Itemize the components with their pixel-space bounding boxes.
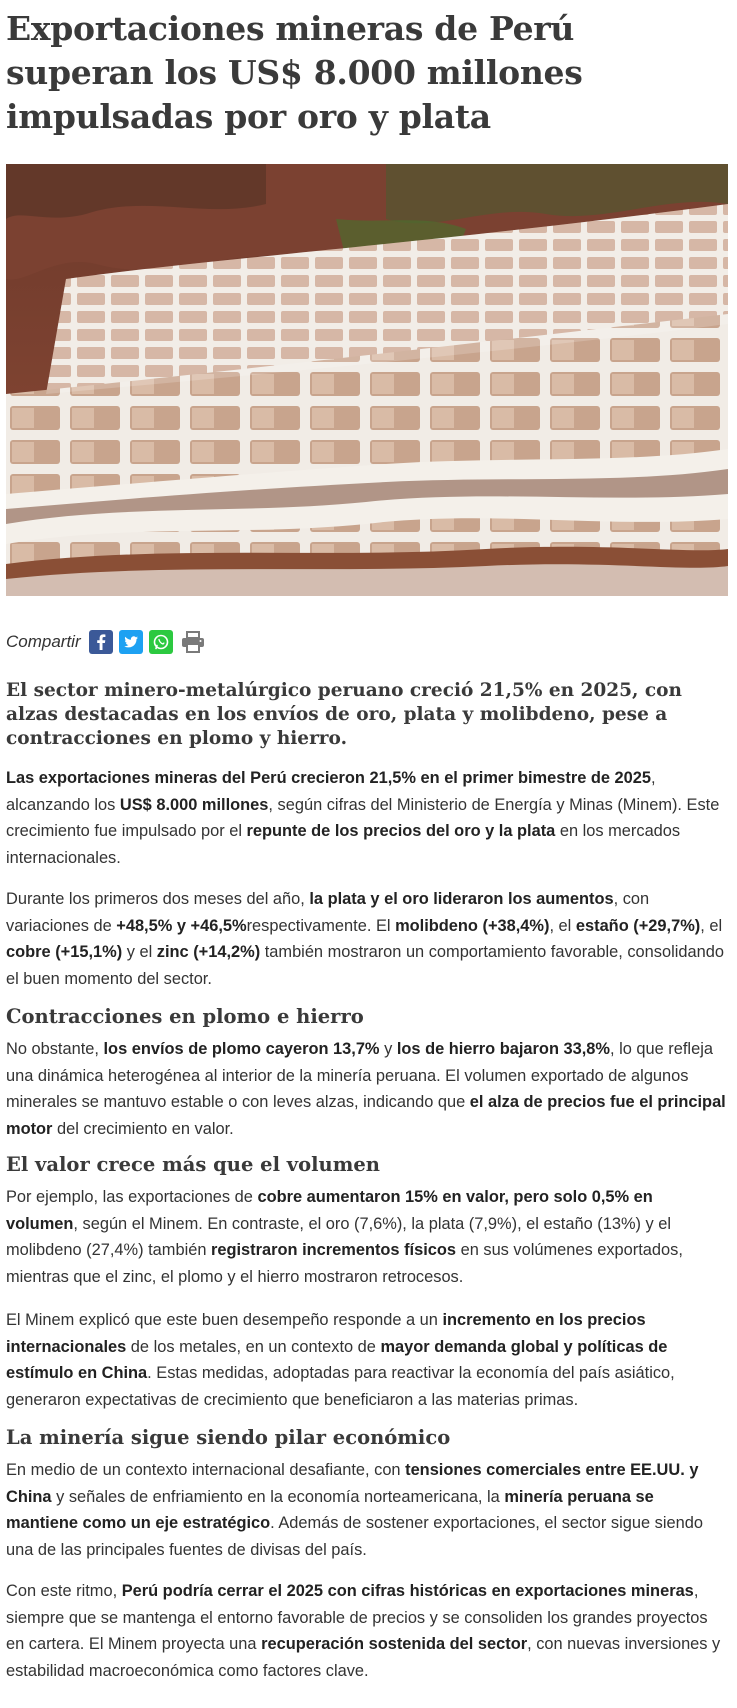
paragraph: Durante los primeros dos meses del año, la plata y el oro lideraron los aumentos, con variaciones de +48,5% y +46,5%respectivamente. El molibdeno (+38,4%), el estaño (+29,7%), el cobre (+15,1%) y el zinc (+14,2%) también mostraron un comportamiento favorable, consolidando el buen momento del sector. bbox=[6, 890, 724, 988]
hero-image bbox=[6, 164, 728, 596]
share-label: Compartir bbox=[6, 632, 81, 651]
section-heading: La minería sigue siendo pilar económico bbox=[6, 1426, 451, 1449]
paragraph: Con este ritmo, Perú podría cerrar el 2025 con cifras históricas en exportaciones mineras, siempre que se mantenga el entorno favorable de precios y se consoliden los grandes proyectos en cartera. El Minem proyecta una recuperación sostenida del sector, con nuevas inversiones y estabilidad macroeconómica como factores clave. bbox=[6, 1582, 721, 1680]
paragraph: Las exportaciones mineras del Perú crecieron 21,5% en el primer bimestre de 2025, alcanzando los US$ 8.000 millones, según cifras del Ministerio de Energía y Minas (Minem). Este crecimiento fue impulsado por el repunte de los precios del oro y la plata en los mercados internacionales. bbox=[6, 769, 720, 867]
share-bar bbox=[6, 628, 728, 656]
article bbox=[6, 0, 728, 1684]
paragraph: No obstante, los envíos de plomo cayeron 13,7% y los de hierro bajaron 33,8%, lo que refleja una dinámica heterogénea al interior de la minería peruana. El volumen exportado de algunos minerales se mantuvo estable o con leves alzas, indicando que el alza de precios fue el principal motor del crecimiento en valor. bbox=[6, 1040, 726, 1138]
paragraph: Por ejemplo, las exportaciones de cobre aumentaron 15% en valor, pero solo 0,5% en volumen, según el Minem. En contraste, el oro (7,6%), la plata (7,9%), el estaño (13%) y el molibdeno (27,4%) también registraron incrementos físicos en sus volúmenes exportados, mientras que el zinc, el plomo y el hierro mostraron retrocesos. bbox=[6, 1188, 683, 1286]
article-lead: El sector minero-metalúrgico peruano creció 21,5% en 2025, con alzas destacadas en los envíos de oro, plata y molibdeno, pese a contracciones en plomo y hierro. bbox=[6, 680, 682, 749]
whatsapp-icon[interactable] bbox=[149, 630, 173, 654]
facebook-icon[interactable] bbox=[89, 630, 113, 654]
section-heading: Contracciones en plomo e hierro bbox=[6, 1005, 364, 1028]
section-heading: El valor crece más que el volumen bbox=[6, 1153, 380, 1176]
print-icon[interactable] bbox=[179, 630, 207, 654]
article-title: Exportaciones mineras de Perú superan los US$ 8.000 millones impulsadas por oro y plata bbox=[6, 9, 583, 136]
twitter-icon[interactable] bbox=[119, 630, 143, 654]
paragraph: El Minem explicó que este buen desempeño responde a un incremento en los precios internacionales de los metales, en un contexto de mayor demanda global y políticas de estímulo en China. Estas medidas, adoptadas para reactivar la economía del país asiático, generaron expectativas de crecimiento que beneficiaron a las materias primas. bbox=[6, 1311, 675, 1409]
paragraph: En medio de un contexto internacional desafiante, con tensiones comerciales entre EE.UU. y China y señales de enfriamiento en la economía norteamericana, la minería peruana se mantiene como un eje estratégico. Además de sostener exportaciones, el sector sigue siendo una de las principales fuentes de divisas del país. bbox=[6, 1461, 703, 1559]
